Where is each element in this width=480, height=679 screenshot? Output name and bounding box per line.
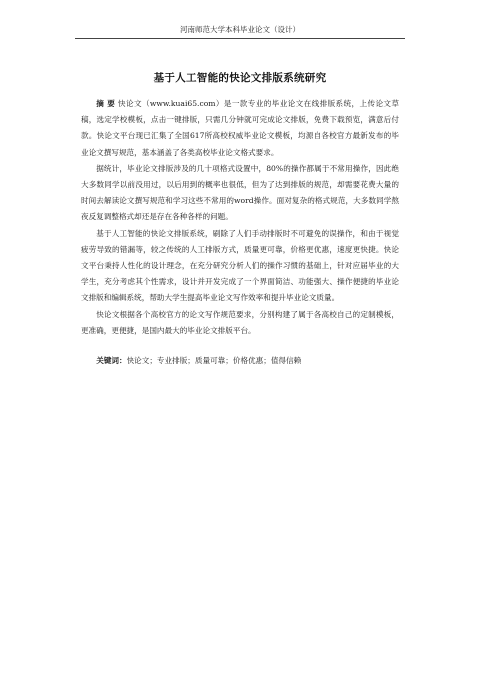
abstract-paragraph-2: 据统计，毕业论文排版涉及的几十项格式设置中，80%的操作都属于不常用操作，因此绝大多数同学以前没用过，以后用到的概率也很低，但为了达到排版的规范，却需要花费大量的时间去解读论文撰写规范和学习这些不常用的word操作。面对复杂的格式规范，大多数同学熬夜反复调整格式却还是存在各种各样的问题。 [81, 163, 399, 222]
keywords-line [81, 353, 399, 369]
abstract-text-1: 快论文（www.kuai65.com）是一款专业的毕业论文在线排版系统，上传论文草稿，选定学校模板，点击一键排版，只需几分钟就可完成论文排版，免费下载预览，满意后付款。快论文平台现已汇集了全国617所高校权威毕业论文模板，均源自各校官方最新发布的毕业论文撰写规范，基本涵盖了各类高校毕业论文格式要求。 [81, 99, 400, 157]
abstract-paragraph-1 [81, 96, 399, 161]
abstract-paragraph-3: 基于人工智能的快论文排版系统，刷除了人们手动排版时不可避免的误操作，和由于视觉疲劳导致的错漏等，较之传统的人工排版方式，质量更可靠，价格更优惠，速度更快捷。快论文平台秉持人性化的设计理念，在充分研究分析人们的操作习惯的基础上，针对应届毕业的大学生，充分考虑其个性需求，设计并开发完成了一个界面简洁、功能强大、操作便捷的毕业论文排版和编辑系统，帮助大学生提高毕业论文写作效率和提升毕业论文质量。 [81, 228, 399, 303]
running-header: 河南师范大学本科毕业论文（设计） [75, 22, 405, 39]
thesis-title: 基于人工智能的快论文排版系统研究 [153, 72, 327, 84]
abstract-body [81, 96, 399, 369]
abstract-label: 摘 要 [96, 99, 116, 108]
keywords-text: 快论文；专业排版；质量可靠；价格优惠；值得信赖 [126, 356, 302, 366]
abstract-paragraph-4: 快论文根据各个高校官方的论文写作规范要求，分别构建了属于各高校自己的定制模板，更准确，更便捷，是国内最大的毕业论文排版平台。 [81, 309, 399, 335]
keywords-label: 关键词： [96, 356, 127, 366]
